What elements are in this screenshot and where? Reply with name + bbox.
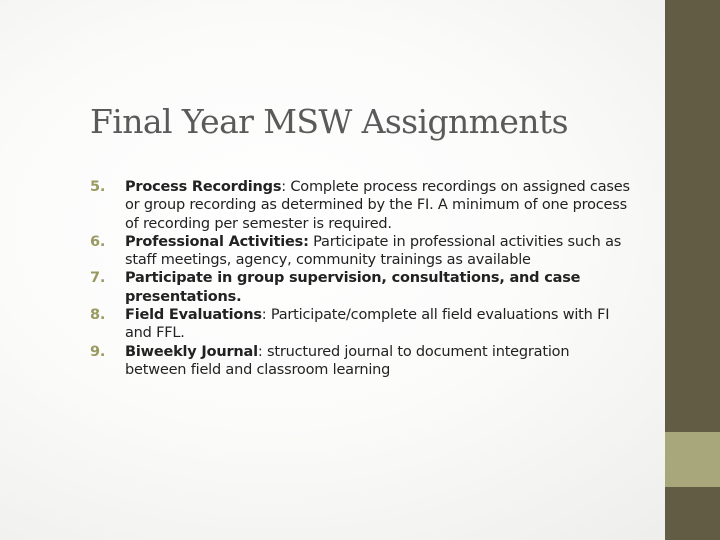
list-item <box>90 343 630 380</box>
item-heading: Field Evaluations <box>125 307 262 324</box>
item-heading: Participate in group supervision, consultations, and case presentations. <box>125 270 581 305</box>
item-text: : Participate/complete all field evaluations with FI and FFL. <box>125 307 610 342</box>
item-text: : structured journal to document integration between field and classroom learning <box>125 343 570 378</box>
item-text: : Complete process recordings on assigned cases or group recording as determined by the FI. A minimum of one process of recording per semester is required. <box>125 179 630 232</box>
list-number: 5. <box>90 179 106 195</box>
list-number: 8. <box>90 307 106 324</box>
list-number: 7. <box>90 270 106 287</box>
list-item <box>90 178 630 233</box>
item-text: Participate in professional activities such as staff meetings, agency, community trainings as available <box>125 233 622 269</box>
list-item <box>90 269 630 306</box>
item-heading: Biweekly Journal <box>125 343 258 360</box>
decorative-sidebar-accent <box>665 432 720 487</box>
list-number: 6. <box>90 233 106 250</box>
slide-title: Final Year MSW Assignments <box>90 102 568 142</box>
list-item <box>90 306 630 343</box>
item-heading: Professional Activities: <box>125 233 309 250</box>
list-number: 9. <box>90 343 106 360</box>
list-item <box>90 233 630 270</box>
assignment-list <box>90 178 630 379</box>
item-heading: Process Recordings <box>125 179 282 195</box>
